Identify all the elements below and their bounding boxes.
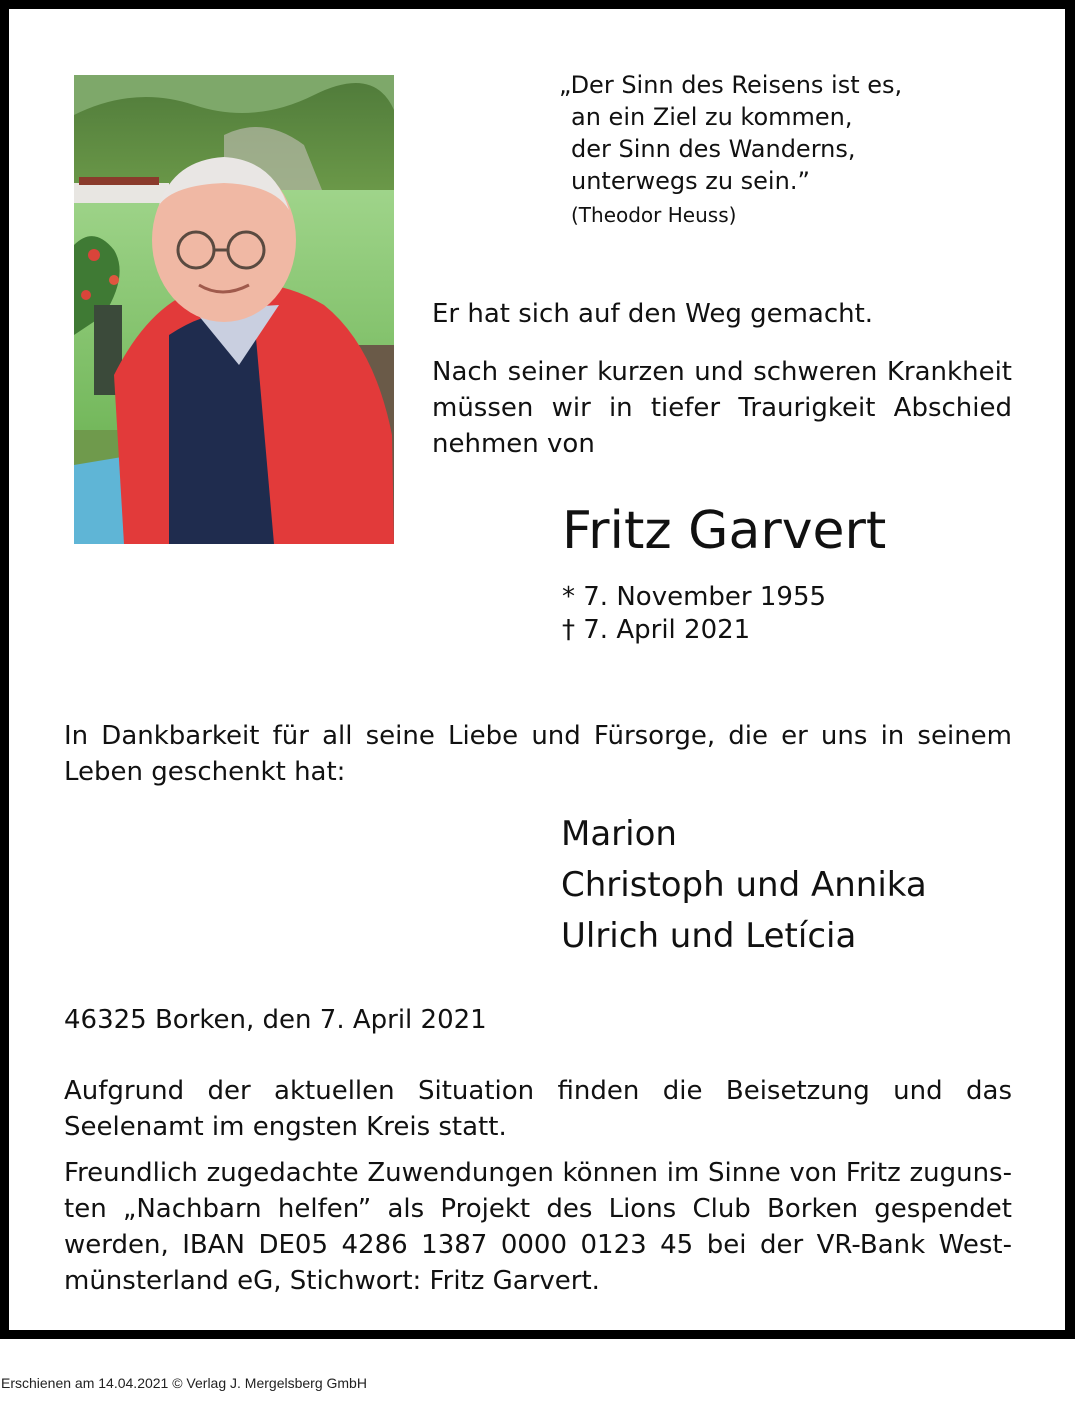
funeral-notice: Aufgrund der aktuellen Situation finden die Beisetzung und das Seelenamt im engsten Kreis statt. [64,1076,1012,1142]
intro-line: Er hat sich auf den Weg gemacht. [432,299,874,329]
place-date: 46325 Borken, den 7. April 2021 [64,1005,487,1035]
mourners-list [561,809,927,962]
birth-date: * 7. November 1955 [562,582,827,612]
publication-footer: Erschienen am 14.04.2021 © Verlag J. Mergelsberg GmbH [1,1375,367,1391]
mourner-name: Ulrich und Letícia [561,916,857,956]
death-date: † 7. April 2021 [562,615,751,645]
quote-line: an ein Ziel zu kommen, [571,103,853,131]
quote-line: „Der Sinn des Reisens ist es, [559,71,903,99]
mourner-name: Marion [561,814,677,854]
intro-paragraph: Nach seiner kurzen und schweren Krankheit müssen wir in tiefer Traurigkeit Abschied nehmen von [432,357,1012,459]
mourner-name: Christoph und Annika [561,865,927,905]
donation-notice: Freundlich zugedachte Zuwendungen können im Sinne von Fritz zugunsten „Nachbarn helfen” als Projekt des Lions Club Borken gespendet werden, IBAN DE05 4286 1387 0000 0123 45 bei der VR-Bank Westmünsterland eG, Stichwort: Fritz Garvert. [64,1158,1012,1296]
quote-line: der Sinn des Wanderns, [571,135,856,163]
epigraph-quote [559,69,902,231]
life-dates [562,581,826,647]
deceased-name: Fritz Garvert [562,501,887,561]
gratitude-text: In Dankbarkeit für all seine Liebe und Fürsorge, die er uns in seinem Leben geschenkt hat: [64,721,1012,787]
quote-author: (Theodor Heuss) [571,203,737,227]
portrait-photo [74,75,394,544]
quote-line: unterwegs zu sein.” [571,167,810,195]
